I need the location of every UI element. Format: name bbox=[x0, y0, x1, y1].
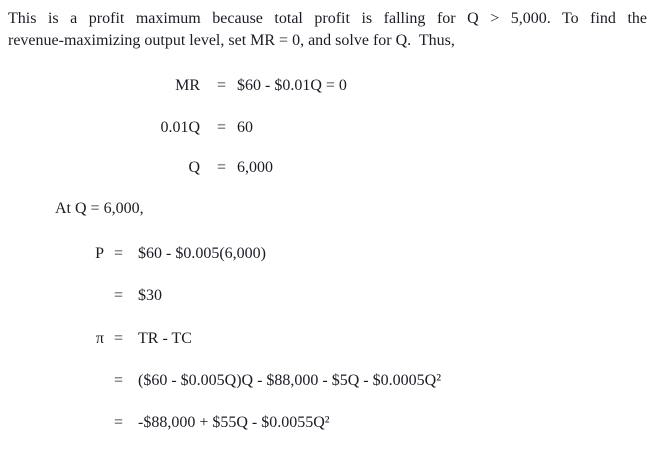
equation-rhs: -$88,000 + $55Q - $0.0055Q² bbox=[138, 414, 330, 431]
equation-lhs: 0.01Q bbox=[160, 119, 200, 136]
equation-rhs: 6,000 bbox=[237, 159, 273, 176]
equation-row-p bbox=[0, 245, 655, 267]
equation-rhs: 60 bbox=[237, 119, 253, 136]
equals-sign: = bbox=[114, 245, 124, 262]
equation-rhs: TR - TC bbox=[138, 330, 192, 347]
equation-row-simplified bbox=[0, 414, 655, 436]
equation-row-pi bbox=[0, 330, 655, 352]
equation-row-mr bbox=[0, 77, 655, 99]
equation-lhs: Q bbox=[188, 159, 200, 176]
equals-sign: = bbox=[217, 119, 227, 136]
equation-rhs: $30 bbox=[138, 287, 162, 304]
equals-sign: = bbox=[114, 414, 124, 431]
equation-lhs: π bbox=[95, 330, 104, 347]
equals-sign: = bbox=[217, 159, 227, 176]
equation-rhs: $60 - $0.01Q = 0 bbox=[237, 77, 347, 94]
intro-paragraph bbox=[8, 8, 647, 52]
equals-sign: = bbox=[114, 372, 124, 389]
equation-lhs: MR bbox=[175, 77, 200, 94]
equation-row-expanded bbox=[0, 372, 655, 394]
equation-rhs: $60 - $0.005(6,000) bbox=[138, 245, 266, 262]
equation-lhs: P bbox=[95, 245, 104, 262]
paragraph-line-2: revenue-maximizing output level, set MR = 0, and solve for Q. Thus, bbox=[8, 32, 455, 49]
equals-sign: = bbox=[217, 77, 227, 94]
equation-rhs: ($60 - $0.005Q)Q - $88,000 - $5Q - $0.0005Q² bbox=[138, 372, 441, 389]
equals-sign: = bbox=[114, 330, 124, 347]
equation-row-q bbox=[0, 159, 655, 181]
equation-row-30 bbox=[0, 287, 655, 309]
at-q-label: At Q = 6,000, bbox=[55, 200, 144, 217]
equals-sign: = bbox=[114, 287, 124, 304]
paragraph-line-1: This is a profit maximum because total profit is falling for Q > 5,000. To find the bbox=[8, 10, 647, 27]
equation-row-001q bbox=[0, 119, 655, 141]
